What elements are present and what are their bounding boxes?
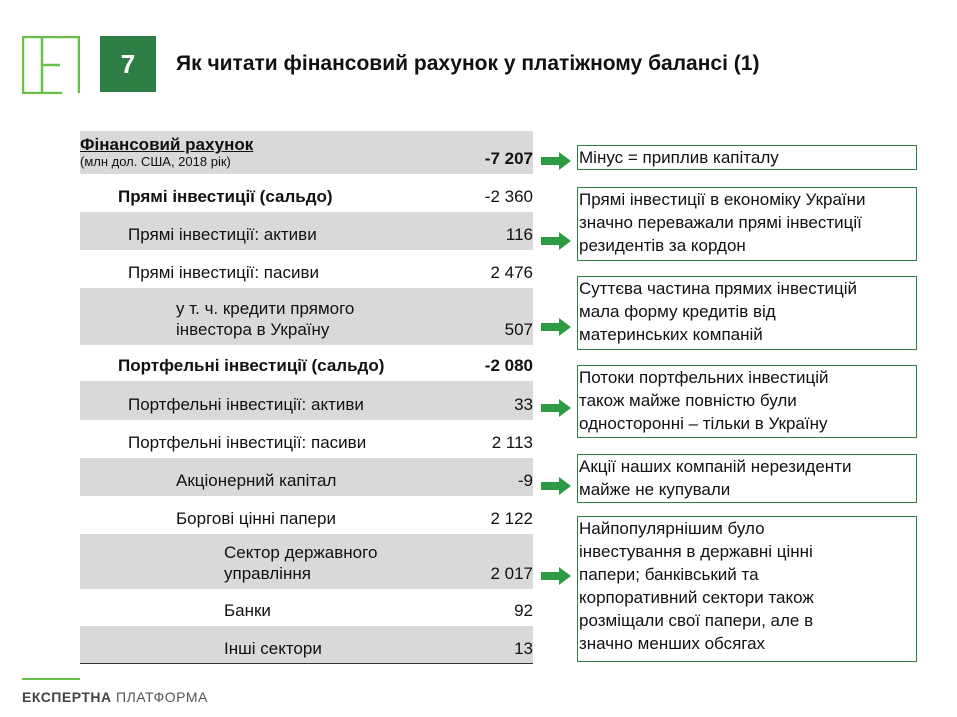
note-box — [577, 516, 917, 662]
footer-brand-bold: ЕКСПЕРТНА — [22, 689, 112, 705]
note-line: материнських компаній — [579, 325, 763, 344]
table-row — [80, 534, 533, 589]
row-label: Прямі інвестиції: пасиви — [128, 263, 319, 282]
note-line: значно переважали прямі інвестиції — [579, 213, 862, 232]
row-label: Інші сектори — [224, 639, 322, 658]
table-row — [80, 381, 533, 420]
row-label: Банки — [224, 601, 271, 620]
row-label-line1: Сектор державного — [224, 543, 378, 562]
note-line: значно менших обсягах — [579, 634, 766, 653]
row-label: Портфельні інвестиції: активи — [128, 395, 364, 414]
note-line: корпоративний сектори також — [579, 588, 814, 607]
note-box — [577, 365, 917, 438]
table-bottom-border — [80, 663, 533, 664]
note-line: Прямі інвестиції в економіку України — [579, 190, 866, 209]
arrow-right-icon — [541, 318, 571, 336]
table-row — [80, 626, 533, 664]
note-line: Потоки портфельних інвестицій — [579, 368, 829, 387]
table-header-label: Фінансовий рахунок — [80, 135, 254, 154]
row-label: Боргові цінні папери — [176, 509, 336, 528]
row-value: 2 113 — [491, 433, 533, 452]
row-label-line1: у т. ч. кредити прямого — [176, 299, 355, 318]
footer-divider — [22, 678, 80, 680]
row-label: Акціонерний капітал — [176, 471, 337, 490]
arrow-right-icon — [541, 232, 571, 250]
footer-brand — [22, 689, 208, 705]
note-box — [577, 454, 917, 503]
row-value: 507 — [504, 320, 533, 339]
note-line: Найпопулярнішим було — [579, 519, 765, 538]
row-label: Портфельні інвестиції: пасиви — [128, 433, 367, 452]
note-line: Суттєва частина прямих інвестицій — [579, 279, 858, 298]
table-row — [80, 420, 533, 458]
note-box — [577, 187, 917, 261]
row-label: Портфельні інвестиції (сальдо) — [118, 356, 385, 375]
row-value: -2 360 — [484, 187, 533, 206]
arrow-right-icon — [541, 399, 571, 417]
table-row — [80, 458, 533, 496]
row-value: -9 — [517, 471, 533, 490]
table-row — [80, 496, 533, 534]
row-value: 33 — [514, 395, 533, 414]
arrow-right-icon — [541, 152, 571, 170]
note-line: односторонні – тільки в Україну — [579, 414, 828, 433]
table-row — [80, 250, 533, 288]
table-row — [80, 212, 533, 250]
financial-account-table — [80, 131, 533, 664]
note-line: інвестування в державні цінні — [579, 542, 813, 561]
table-header-value: -7 207 — [484, 149, 533, 168]
row-value: 2 476 — [490, 263, 533, 282]
footer-brand-rest: ПЛАТФОРМА — [116, 689, 208, 705]
arrow-right-icon — [541, 477, 571, 495]
table-row — [80, 288, 533, 345]
row-label-line2: управління — [224, 564, 311, 583]
note-line: мала форму кредитів від — [579, 302, 776, 321]
row-value: -2 080 — [484, 356, 533, 375]
note-line: Акції наших компаній нерезиденти — [579, 457, 852, 476]
note-line: папери; банківський та — [579, 565, 759, 584]
note-line: майже не купували — [579, 480, 731, 499]
expert-platform-logo-icon — [22, 36, 80, 94]
table-row — [80, 345, 533, 381]
note-box — [577, 276, 917, 350]
row-value: 116 — [505, 225, 533, 244]
row-label: Прямі інвестиції: активи — [128, 225, 317, 244]
note-box — [577, 145, 917, 170]
table-row — [80, 174, 533, 212]
row-value: 2 122 — [490, 509, 533, 528]
note-line: резидентів за кордон — [579, 236, 746, 255]
note-line: Мінус = приплив капіталу — [579, 148, 779, 167]
note-line: розміщали свої папери, але в — [579, 611, 814, 630]
note-line: також майже повністю були — [579, 391, 797, 410]
table-header-row — [80, 131, 533, 174]
arrow-right-icon — [541, 567, 571, 585]
slide-number-badge: 7 — [100, 36, 156, 92]
page-title: Як читати фінансовий рахунок у платіжному балансі (1) — [176, 52, 760, 75]
row-value: 92 — [514, 601, 533, 620]
row-value: 13 — [514, 639, 533, 658]
row-label-line2: інвестора в Україну — [176, 320, 330, 339]
row-label: Прямі інвестиції (сальдо) — [118, 187, 333, 206]
table-row — [80, 589, 533, 626]
table-header-units: (млн дол. США, 2018 рік) — [80, 154, 231, 169]
row-value: 2 017 — [490, 564, 533, 583]
